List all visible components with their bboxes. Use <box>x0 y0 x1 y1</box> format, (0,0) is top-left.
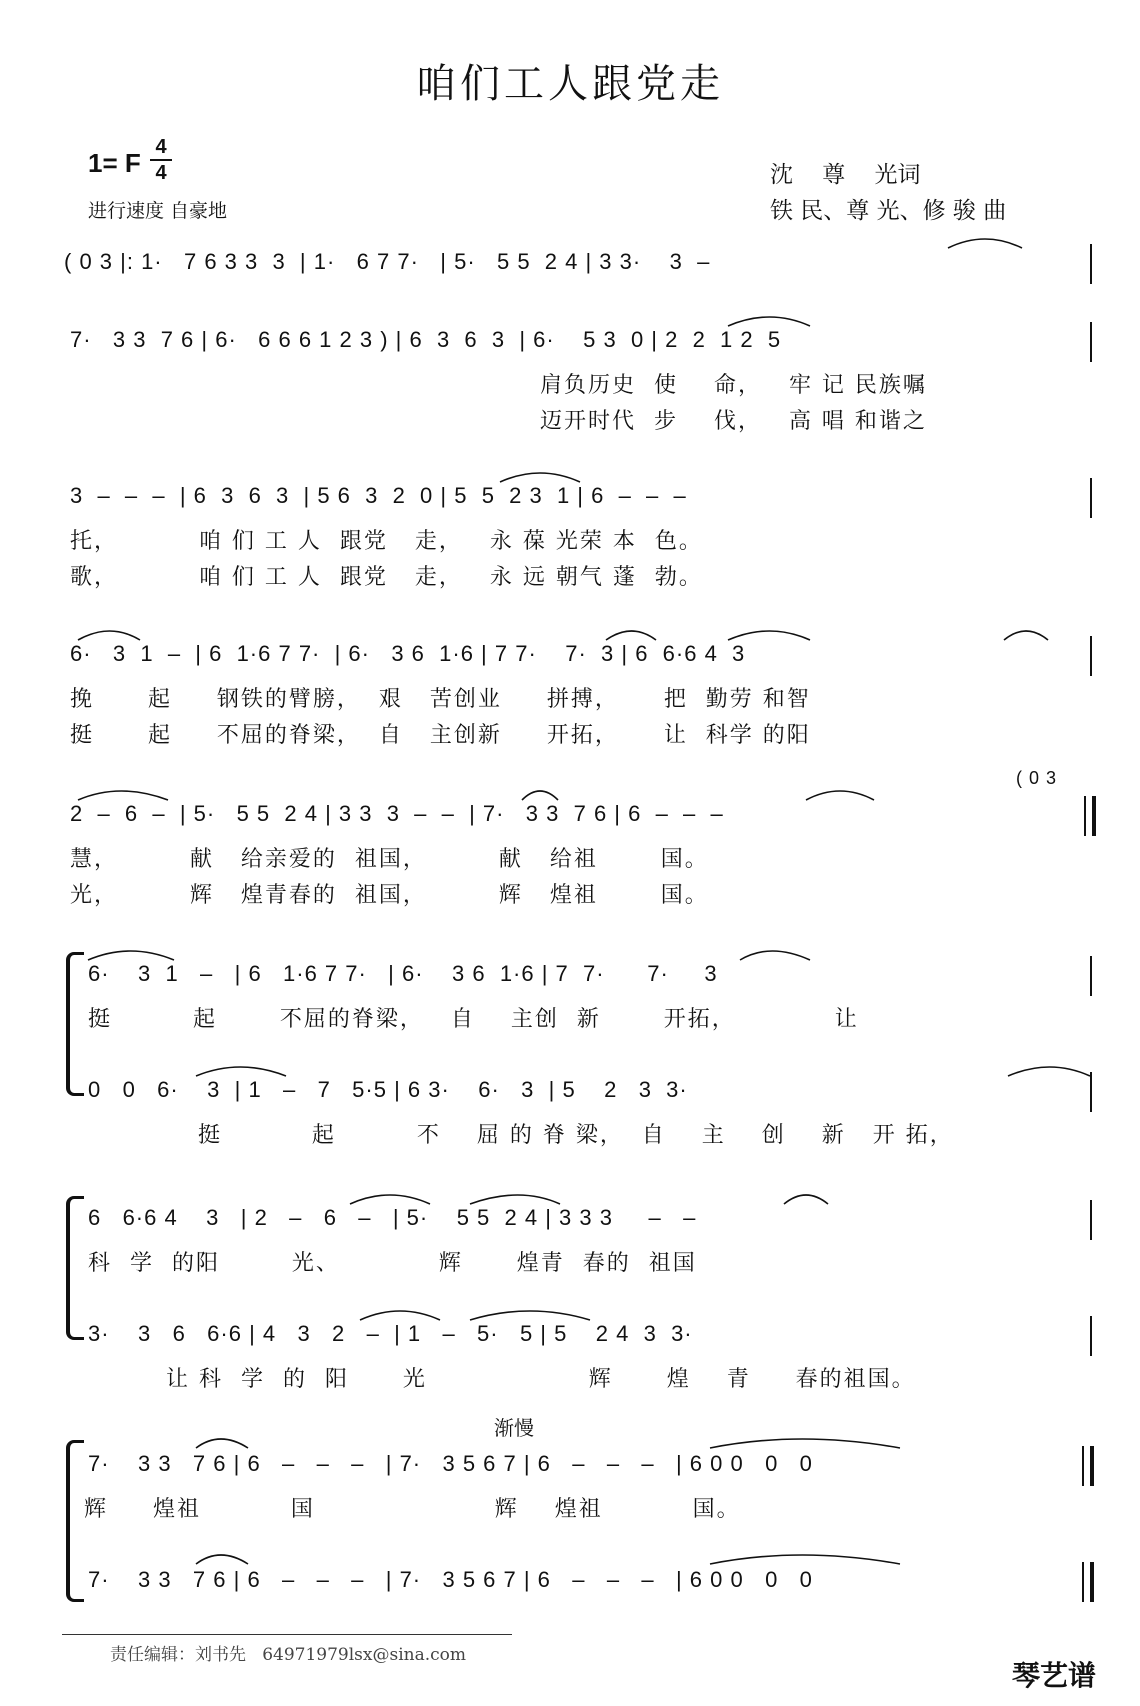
lyric-row-8: 科 学 的阳 光、 辉 煌青 春的 祖国 <box>88 1251 697 1276</box>
lyric-row-4-verse-2: 挺 起 不屈的脊梁， 自 主创新 开拓， 让 科学 的阳 <box>70 723 811 748</box>
site-logo: 琴艺谱 <box>1012 1659 1097 1692</box>
page-title: 咱们工人跟党走 <box>416 61 724 107</box>
lyric-row-5-verse-1: 慧， 献 给亲爱的 祖国， 献 给祖 国。 <box>70 847 709 872</box>
time-bottom: 4 <box>155 162 167 184</box>
score-row-9: 3· 3 6 6·6 | 4 3 2 – | 1 – 5· 5 | 5 2 4 3 3· <box>88 1321 693 1346</box>
score-row-7: 0 0 6· 3 | 1 – 7 5·5 | 6 3· 6· 3 | 5 2 3 3· <box>88 1077 688 1102</box>
score-row-5: 2 – 6 – | 5· 5 5 2 4 | 3 3 3 – – | 7· 3 3 7 6 | 6 – – – <box>70 801 724 826</box>
score-row-2: 7· 3 3 7 6 | 6· 6 6 6 1 2 3 ) | 6 3 6 3 | 6· 5 3 0 | 2 2 1 2 5 <box>70 327 782 352</box>
score-row-4: 6· 3 1 – | 6 1·6 7 7· | 6· 3 6 1·6 | 7 7· 7· 3 | 6 6·6 4 3 <box>70 641 746 666</box>
time-top: 4 <box>155 136 167 158</box>
lyric-row-4-verse-1: 挽 起 钢铁的臂膀， 艰 苦创业 拼搏， 把 勤劳 和智 <box>70 687 811 712</box>
lyric-row-9: 让 科 学 的 阳 光 辉 煌 青 春的祖国。 <box>166 1367 916 1392</box>
score-row-10: 7· 3 3 7 6 | 6 – – – | 7· 3 5 6 7 | 6 – – – | 6 0 0 0 0 <box>88 1451 813 1476</box>
score-row-3: 3 – – – | 6 3 6 3 | 5 6 3 2 0 | 5 5 2 3 1 | 6 – – – <box>70 483 687 508</box>
key-signature: 1= F <box>88 148 141 178</box>
lyric-row-10: 辉 煌祖 国 辉 煌祖 国。 <box>84 1497 741 1522</box>
lyric-row-5-verse-2: 光， 辉 煌青春的 祖国， 辉 煌祖 国。 <box>70 883 709 908</box>
tempo-marking: 进行速度 自豪地 <box>88 200 228 222</box>
lyric-row-6: 挺 起 不屈的脊梁， 自 主创 新 开拓， 让 <box>88 1007 859 1032</box>
lyric-row-3-verse-2: 歌， 咱 们 工 人 跟党 走， 永 远 朝气 蓬 勃。 <box>70 565 703 590</box>
repeat-intro: ( 0 3 <box>1016 768 1058 788</box>
editor-footer: 责任编辑：刘书先 64971979lsx@sina.com <box>110 1645 467 1665</box>
lyric-row-2-verse-2: 迈开时代 步 伐， 高 唱 和谐之 <box>540 409 927 434</box>
composer-credit: 铁 民、尊 光、修 骏 曲 <box>770 198 1007 224</box>
score-row-1: ( 0 3 |: 1· 7 6 3 3 3 | 1· 6 7 7· | 5· 5 5 2 4 | 3 3· 3 – <box>64 249 711 274</box>
score-row-11: 7· 3 3 7 6 | 6 – – – | 7· 3 5 6 7 | 6 – – – | 6 0 0 0 0 <box>88 1567 813 1592</box>
time-signature <box>150 136 172 184</box>
score-row-6: 6· 3 1 – | 6 1·6 7 7· | 6· 3 6 1·6 | 7 7· 7· 3 <box>88 961 718 986</box>
score-row-8: 6 6·6 4 3 | 2 – 6 – | 5· 5 5 2 4 | 3 3 3 – – <box>88 1205 697 1230</box>
lyric-row-7: 挺 起 不 屈 的 脊 梁， 自 主 创 新 开 拓， <box>198 1123 954 1148</box>
ritardando-marking: 渐慢 <box>494 1416 534 1440</box>
lyricist-credit: 沈 尊 光词 <box>770 162 921 188</box>
lyric-row-3-verse-1: 托， 咱 们 工 人 跟党 走， 永 葆 光荣 本 色。 <box>70 529 703 554</box>
lyric-row-2-verse-1: 肩负历史 使 命， 牢 记 民族嘱 <box>540 373 927 398</box>
